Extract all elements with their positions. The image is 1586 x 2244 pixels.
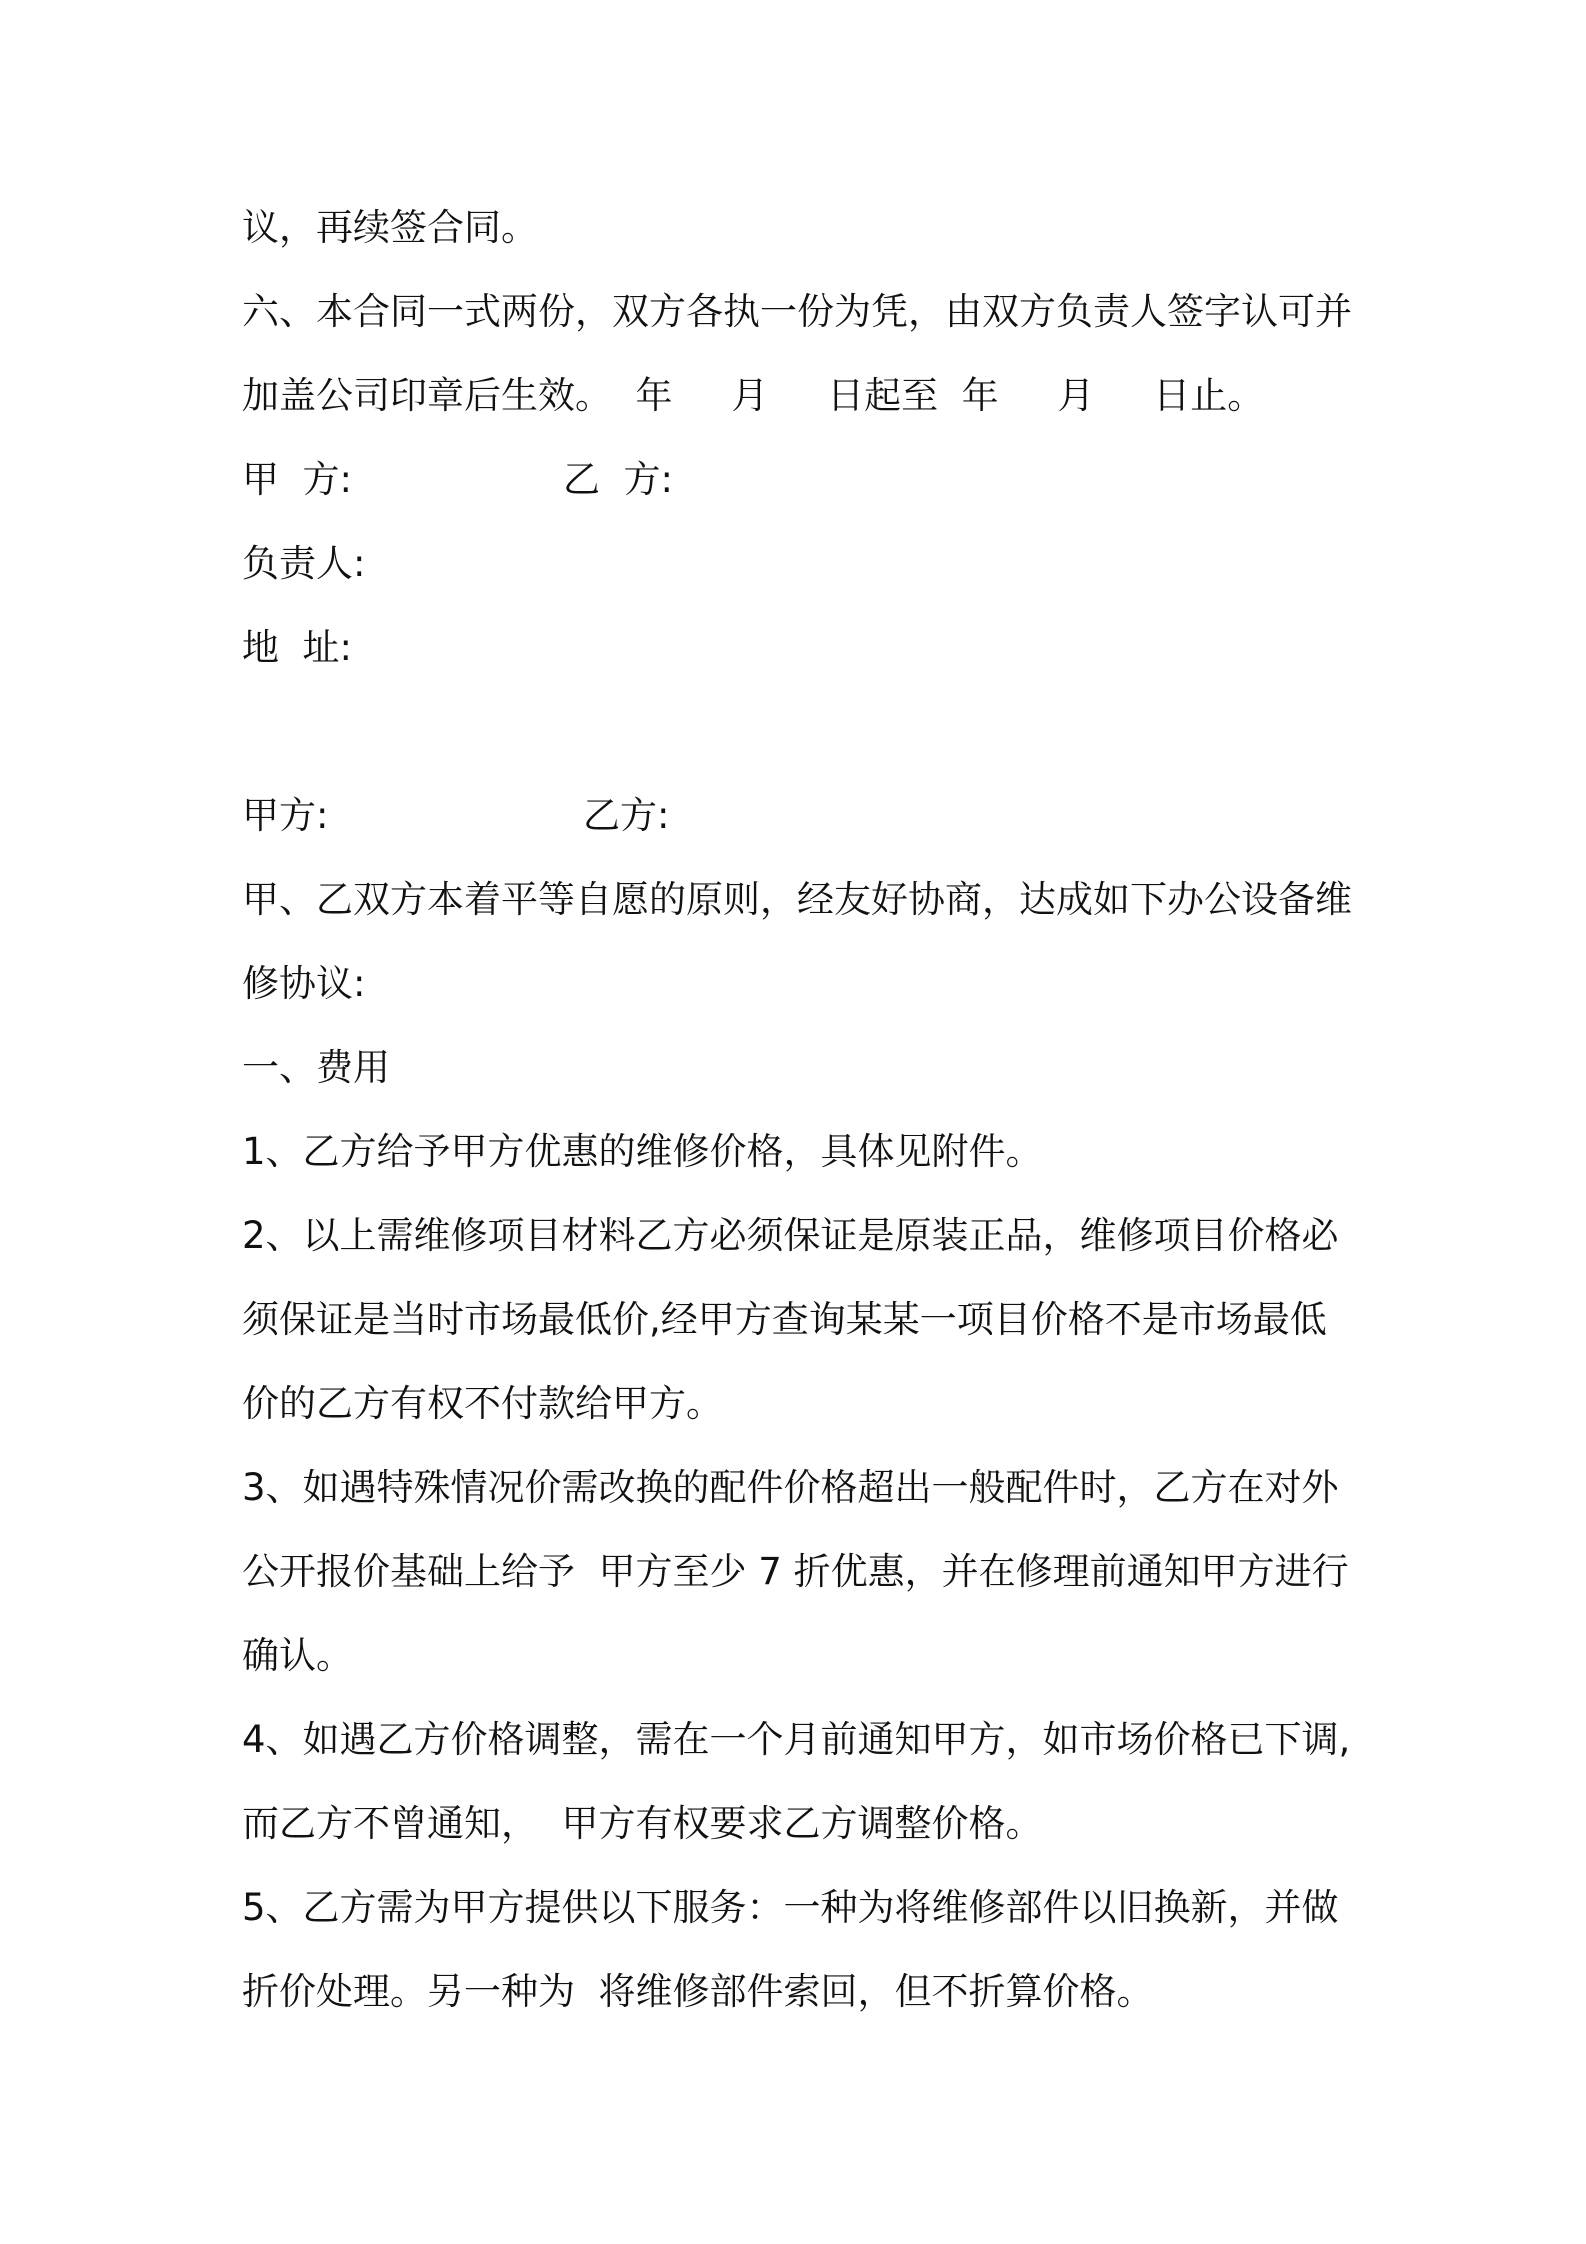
continuation-line: 议，再续签合同。 xyxy=(242,206,538,249)
item-3-line-1: 3、如遇特殊情况价需改换的配件价格超出一般配件时，乙方在对外 xyxy=(242,1466,1339,1509)
responsible-person-label: 负责人: xyxy=(242,542,366,585)
intro-line-2: 修协议: xyxy=(242,962,366,1005)
clause-6-line-1: 六、本合同一式两份，双方各执一份为凭，由双方负责人签字认可并 xyxy=(242,290,1352,333)
party-b-label: 乙 方: xyxy=(563,458,673,501)
intro-line-1: 甲、乙双方本着平等自愿的原则，经友好协商，达成如下办公设备维 xyxy=(242,878,1352,921)
address-label: 地 址: xyxy=(242,626,352,669)
second-party-a-label: 甲方: xyxy=(242,794,329,837)
item-5-line-1: 5、乙方需为甲方提供以下服务：一种为将维修部件以旧换新，并做 xyxy=(242,1886,1339,1929)
item-3-line-3: 确认。 xyxy=(242,1634,353,1677)
item-4-line-1: 4、如遇乙方价格调整，需在一个月前通知甲方，如市场价格已下调, xyxy=(242,1718,1351,1761)
section-1-title: 一、费用 xyxy=(242,1046,390,1089)
item-2-line-3: 价的乙方有权不付款给甲方。 xyxy=(242,1382,723,1425)
item-5-line-2: 折价处理。另一种为 将维修部件索回，但不折算价格。 xyxy=(242,1970,1154,2013)
party-a-label: 甲 方: xyxy=(242,458,352,501)
item-2-line-1: 2、以上需维修项目材料乙方必须保证是原装正品，维修项目价格必 xyxy=(242,1214,1339,1257)
item-2-line-2: 须保证是当时市场最低价,经甲方查询某某一项目价格不是市场最低 xyxy=(242,1298,1327,1341)
item-3-line-2: 公开报价基础上给予 甲方至少 7 折优惠，并在修理前通知甲方进行 xyxy=(242,1550,1349,1593)
clause-6-line-2: 加盖公司印章后生效。 年 月 日起至 年 月 日止。 xyxy=(242,374,1265,417)
second-party-b-label: 乙方: xyxy=(583,794,670,837)
item-1: 1、乙方给予甲方优惠的维修价格，具体见附件。 xyxy=(242,1130,1043,1173)
item-4-line-2: 而乙方不曾通知， 甲方有权要求乙方调整价格。 xyxy=(242,1802,1043,1845)
